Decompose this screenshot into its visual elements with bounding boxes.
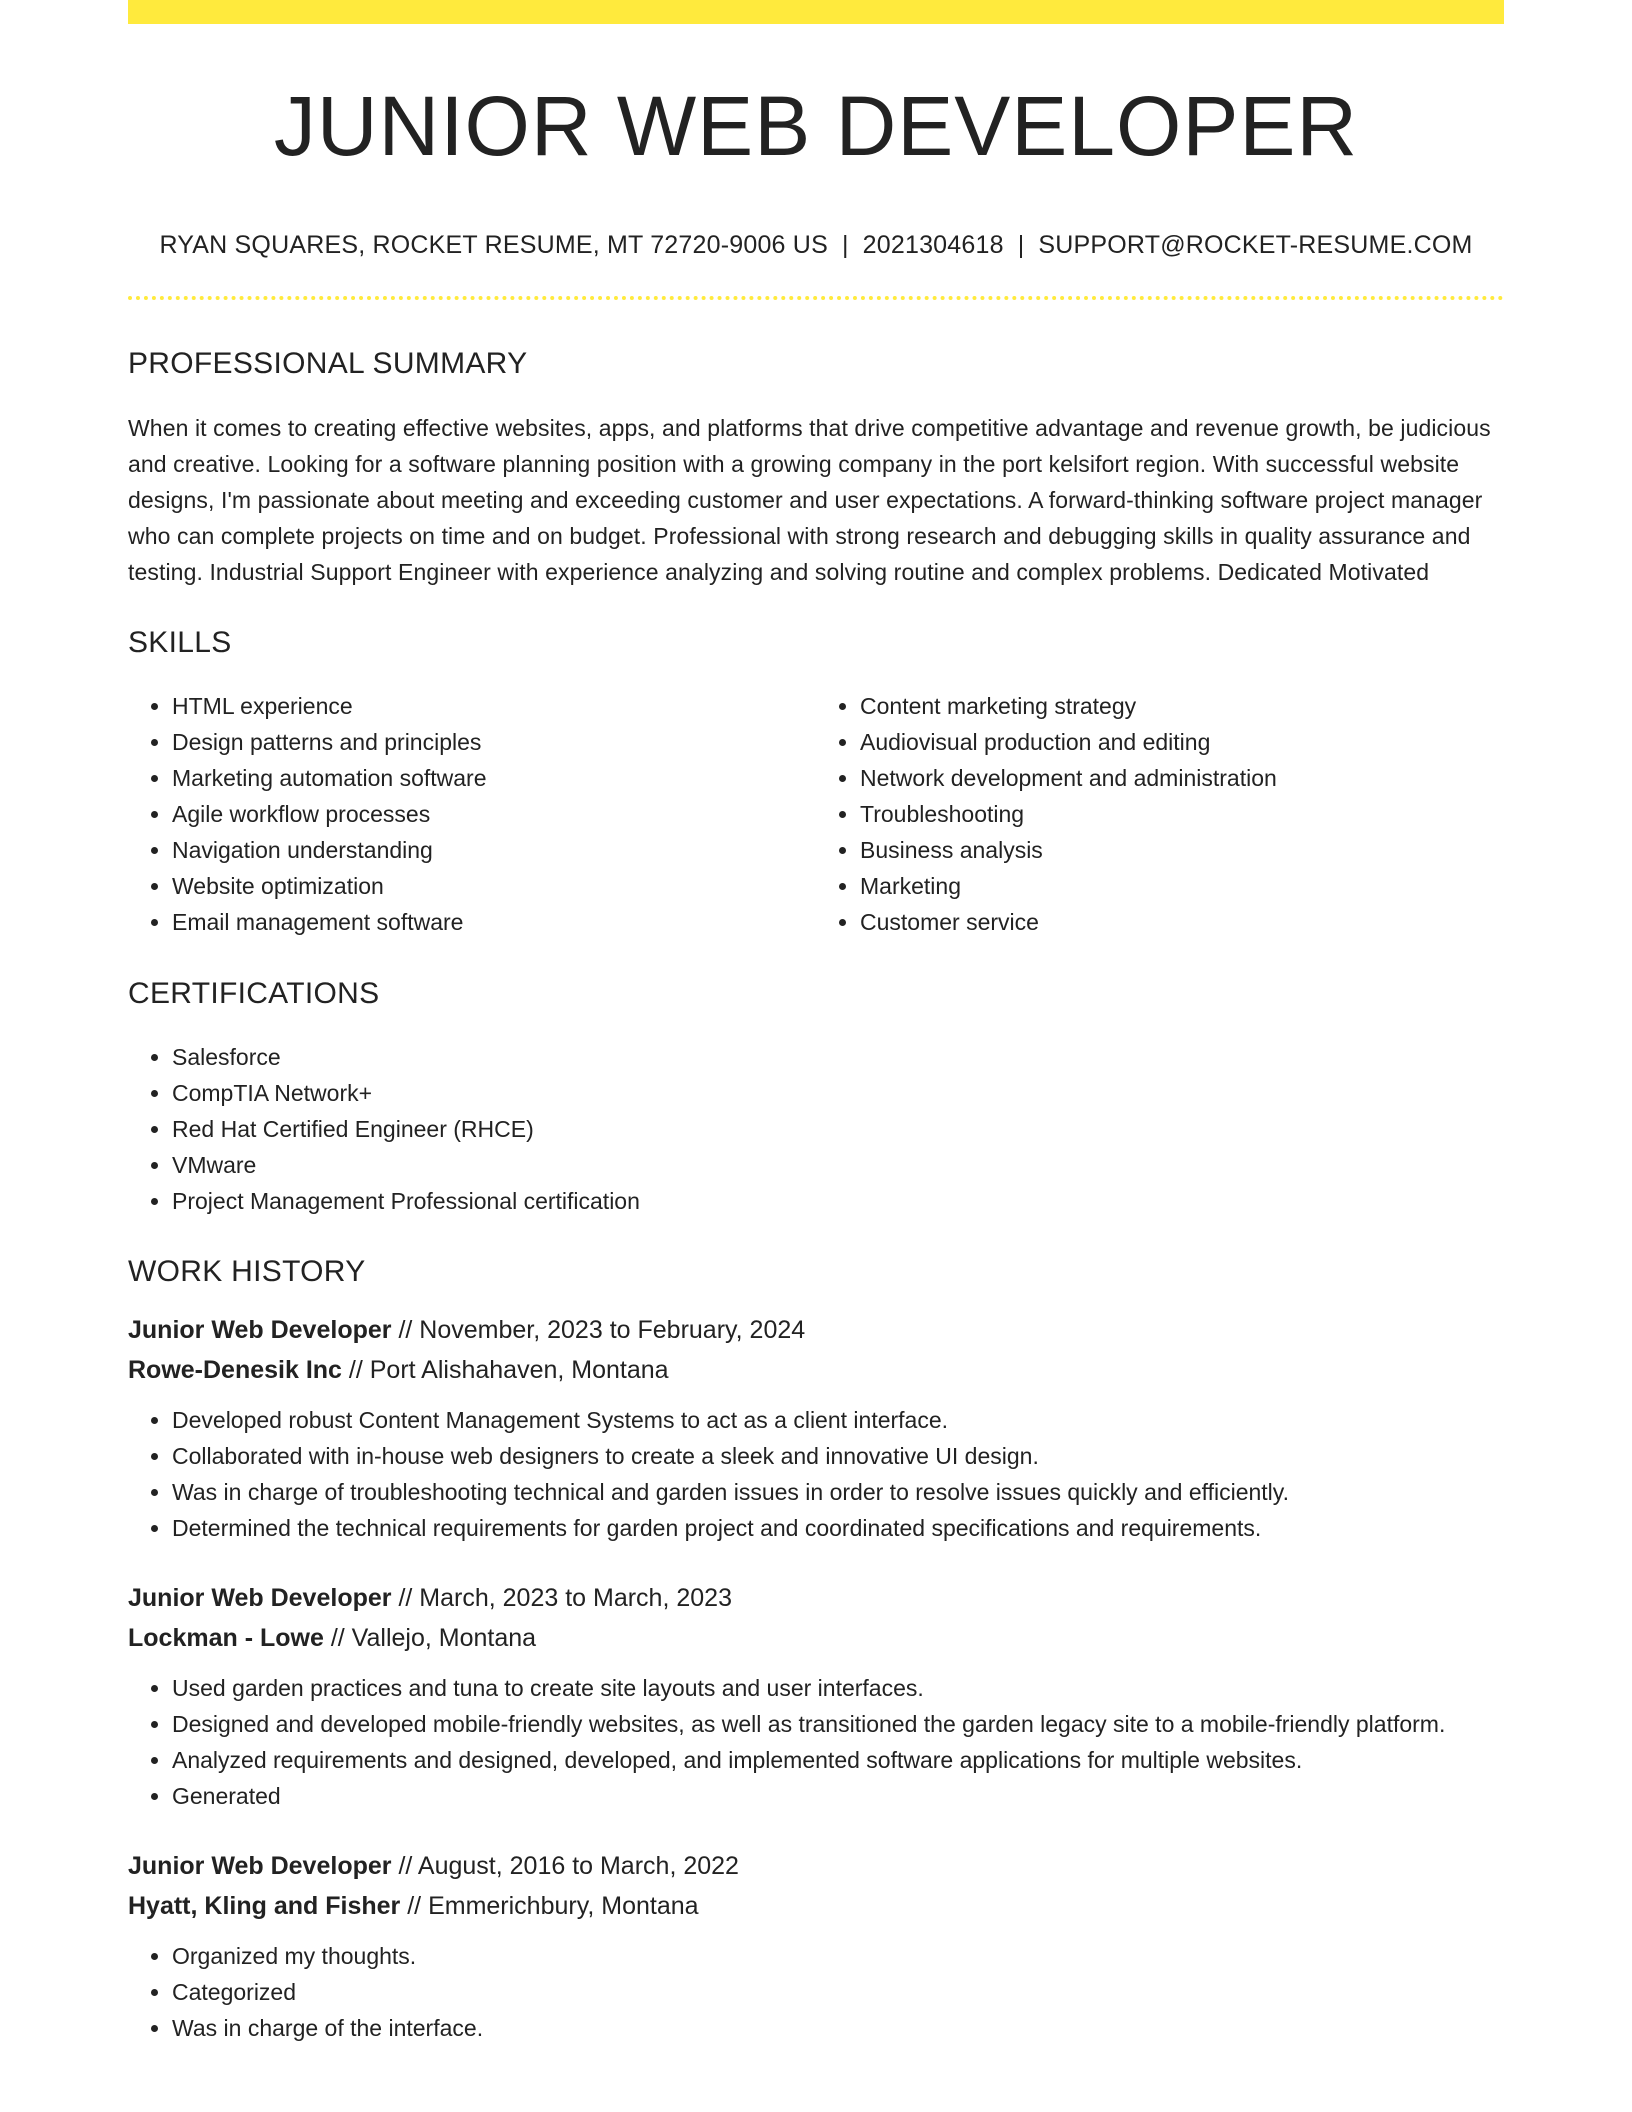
job-divider: // [341,1356,370,1384]
skill-item: • Marketing automation software [172,760,816,796]
job-bullets [128,1402,1504,1546]
job-title-line [128,1846,1504,1886]
top-accent-bar [128,0,1504,24]
resume-page [128,0,1504,2046]
job-title-line [128,1310,1504,1350]
job-bullet: • Developed robust Content Management Systems to act as a client interface. [172,1402,1504,1438]
contact-address: RYAN SQUARES, ROCKET RESUME, MT 72720-9006 US [159,231,828,259]
skill-item: • Agile workflow processes [172,796,816,832]
skill-item: • Business analysis [860,832,1504,868]
job-entry [128,1578,1504,1814]
job-bullet: • Generated [172,1778,1504,1814]
certification-item: • VMware [172,1147,1504,1183]
skills-heading: SKILLS [128,626,232,659]
job-company: Hyatt, Kling and Fisher [128,1892,401,1920]
job-bullet: • Collaborated with in-house web designers to create a sleek and innovative UI design. [172,1438,1504,1474]
contact-line [128,233,1504,258]
job-dates: August, 2016 to March, 2022 [417,1852,739,1880]
certifications-heading: CERTIFICATIONS [128,977,380,1010]
job-company: Rowe-Denesik Inc [128,1356,342,1384]
job-divider: // [391,1852,418,1880]
skills-list-left [128,688,816,940]
job-divider: // [400,1892,429,1920]
job-bullet: • Organized my thoughts. [172,1938,1504,1974]
summary-text: When it comes to creating effective websites, apps, and platforms that drive competitive advantage and revenue growth, be judicious and creative. Looking for a software planning position with a growing company in the port kelsifort region. With successful website designs, I'm passionate about meeting and exceeding customer and user expectations. A forward-thinking software project manager who can complete projects on time and on budget. Professional with strong research and debugging skills in quality assurance and testing. Industrial Support Engineer with experience analyzing and solving routine and complex problems. Dedicated Motivated [128,415,1491,585]
job-title: Junior Web Developer [128,1584,392,1612]
job-company: Lockman - Lowe [128,1624,324,1652]
skill-item: • Navigation understanding [172,832,816,868]
certification-item: • Salesforce [172,1039,1504,1075]
certification-item: • Project Management Professional certification [172,1183,1504,1219]
skill-item: • Troubleshooting [860,796,1504,832]
job-divider: // [323,1624,352,1652]
job-bullet: • Was in charge of troubleshooting technical and garden issues in order to resolve issues quickly and efficiently. [172,1474,1504,1510]
skill-item: • Content marketing strategy [860,688,1504,724]
skill-item: • Email management software [172,904,816,940]
contact-phone: 2021304618 [862,231,1004,259]
job-title: Junior Web Developer [128,1852,392,1880]
job-bullet: • Determined the technical requirements for garden project and coordinated specifications and requirements. [172,1510,1504,1546]
job-location: Port Alishahaven, Montana [369,1356,669,1384]
job-dates: March, 2023 to March, 2023 [419,1584,732,1612]
skill-item: • Design patterns and principles [172,724,816,760]
skills-list-right [816,688,1504,940]
skill-item: • Customer service [860,904,1504,940]
page-title: JUNIOR WEB DEVELOPER [273,79,1359,173]
skills-columns [128,688,1504,940]
summary-heading: PROFESSIONAL SUMMARY [128,347,528,380]
contact-separator: | [841,231,849,259]
job-entry [128,1846,1504,2046]
job-bullet: • Designed and developed mobile-friendly websites, as well as transitioned the garden legacy site to a mobile-friendly platform. [172,1706,1504,1742]
skill-item: • Marketing [860,868,1504,904]
job-bullets [128,1938,1504,2046]
contact-separator: | [1017,231,1025,259]
dotted-divider [128,296,1504,300]
job-divider: // [391,1316,420,1344]
job-company-line [128,1350,1504,1390]
skill-item: • HTML experience [172,688,816,724]
certification-item: • Red Hat Certified Engineer (RHCE) [172,1111,1504,1147]
skill-item: • Network development and administration [860,760,1504,796]
job-company-line [128,1886,1504,1926]
job-bullet: • Categorized [172,1974,1504,2010]
job-company-line [128,1618,1504,1658]
job-location: Vallejo, Montana [351,1624,537,1652]
job-bullet: • Was in charge of the interface. [172,2010,1504,2046]
job-bullet: • Used garden practices and tuna to create site layouts and user interfaces. [172,1670,1504,1706]
job-title-line [128,1578,1504,1618]
job-bullets [128,1670,1504,1814]
certifications-list [128,1039,1504,1219]
skill-item: • Audiovisual production and editing [860,724,1504,760]
job-entry [128,1310,1504,1546]
certification-item: • CompTIA Network+ [172,1075,1504,1111]
contact-email[interactable]: SUPPORT@ROCKET-RESUME.COM [1038,231,1473,259]
job-bullet: • Analyzed requirements and designed, developed, and implemented software applications for multiple websites. [172,1742,1504,1778]
work-history-heading: WORK HISTORY [128,1255,366,1288]
job-divider: // [391,1584,420,1612]
job-dates: November, 2023 to February, 2024 [419,1316,806,1344]
job-location: Emmerichbury, Montana [428,1892,699,1920]
skill-item: • Website optimization [172,868,816,904]
job-title: Junior Web Developer [128,1316,392,1344]
